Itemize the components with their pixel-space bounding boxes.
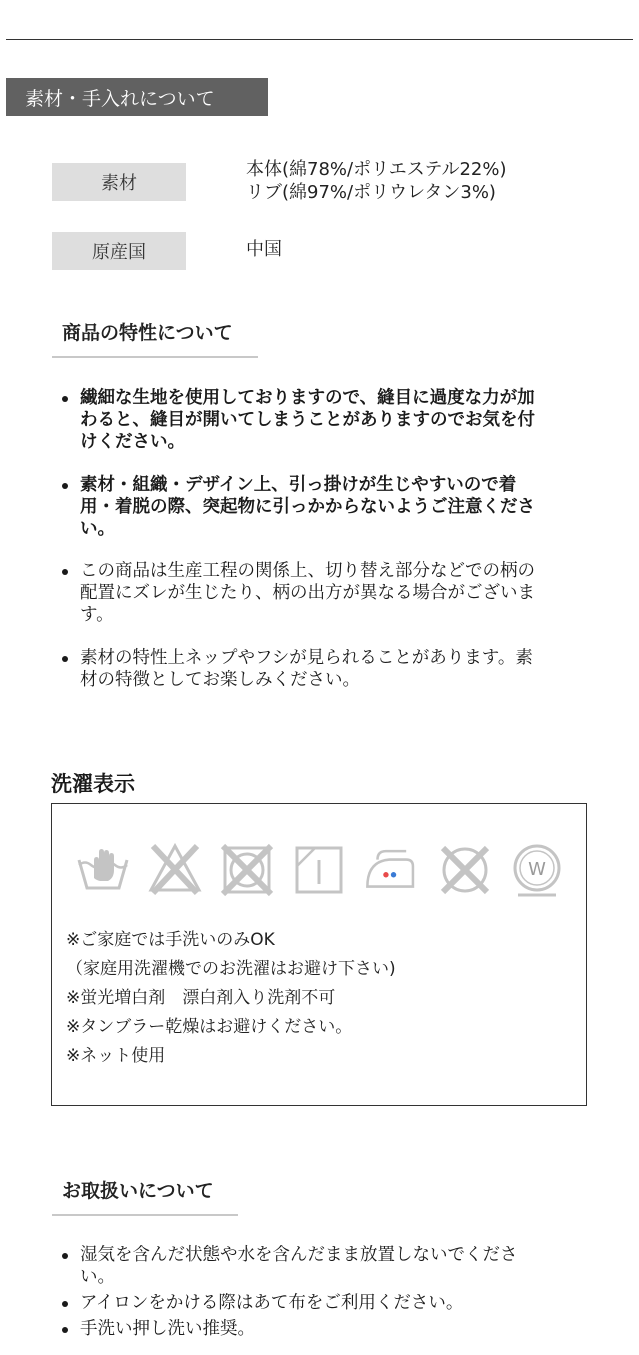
washing-note: ※ご家庭では手洗いのみOK [66, 930, 275, 950]
list-item: アイロンをかける際はあて布をご利用ください。 [60, 1292, 585, 1314]
no-dry-clean-icon [438, 838, 492, 898]
svg-text:W: W [528, 859, 546, 880]
list-item: 手洗い押し洗い推奨。 [60, 1318, 585, 1340]
washing-note: （家庭用洗濯機でのお洗濯はお避け下さい) [66, 959, 396, 979]
origin-label: 原産国 [52, 232, 186, 270]
section-title: 素材・手入れについて [25, 87, 215, 110]
no-bleach-icon [148, 838, 202, 898]
handling-list [60, 1244, 585, 1340]
washing-note: ※蛍光増白剤 漂白剤入り洗剤不可 [66, 988, 336, 1008]
list-item: 素材・組織・デザイン上、引っ掛けが生じやすいので着 用・着脱の際、突起物に引っかからないようご注意くださ い。 [60, 474, 585, 540]
washing-notes [66, 926, 396, 1071]
origin-value: 中国 [246, 239, 282, 260]
characteristics-list [60, 560, 585, 691]
list-item: この商品は生産工程の関係上、切り替え部分などでの柄の 配置にズレが生じたり、柄の出方が異なる場合がございま す。 [60, 560, 585, 626]
washing-note: ※タンブラー乾燥はお避けください。 [66, 1017, 353, 1037]
washing-note: ※ネット使用 [66, 1046, 166, 1066]
material-label: 素材 [52, 163, 186, 201]
line-dry-shade-icon [292, 838, 346, 898]
wet-clean-icon [510, 838, 564, 898]
hand-wash-icon [76, 838, 130, 898]
characteristics-heading: 商品の特性について [52, 314, 258, 358]
list-item: 繊細な生地を使用しておりますので、縫目に過度な力が加 わると、縫目が開いてしまうことがありますのでお気を付 けください。 [60, 387, 585, 453]
section-title-tab [6, 78, 268, 116]
washing-title: 洗濯表示 [51, 772, 135, 796]
material-value: 本体(綿78%/ポリエステル22%) リブ(綿97%/ポリウレタン3%) [246, 159, 507, 203]
handling-heading: お取扱いについて [52, 1172, 238, 1216]
no-tumble-dry-icon [220, 838, 274, 898]
care-icons-row [76, 838, 576, 900]
top-divider [6, 39, 633, 40]
list-item: 素材の特性上ネップやフシが見られることがあります。素 材の特徴としてお楽しみください。 [60, 647, 585, 691]
list-item: 湿気を含んだ状態や水を含んだまま放置しないでくださ い。 [60, 1244, 585, 1288]
characteristics-bold-list [60, 387, 585, 540]
iron-medium-icon [364, 838, 418, 898]
